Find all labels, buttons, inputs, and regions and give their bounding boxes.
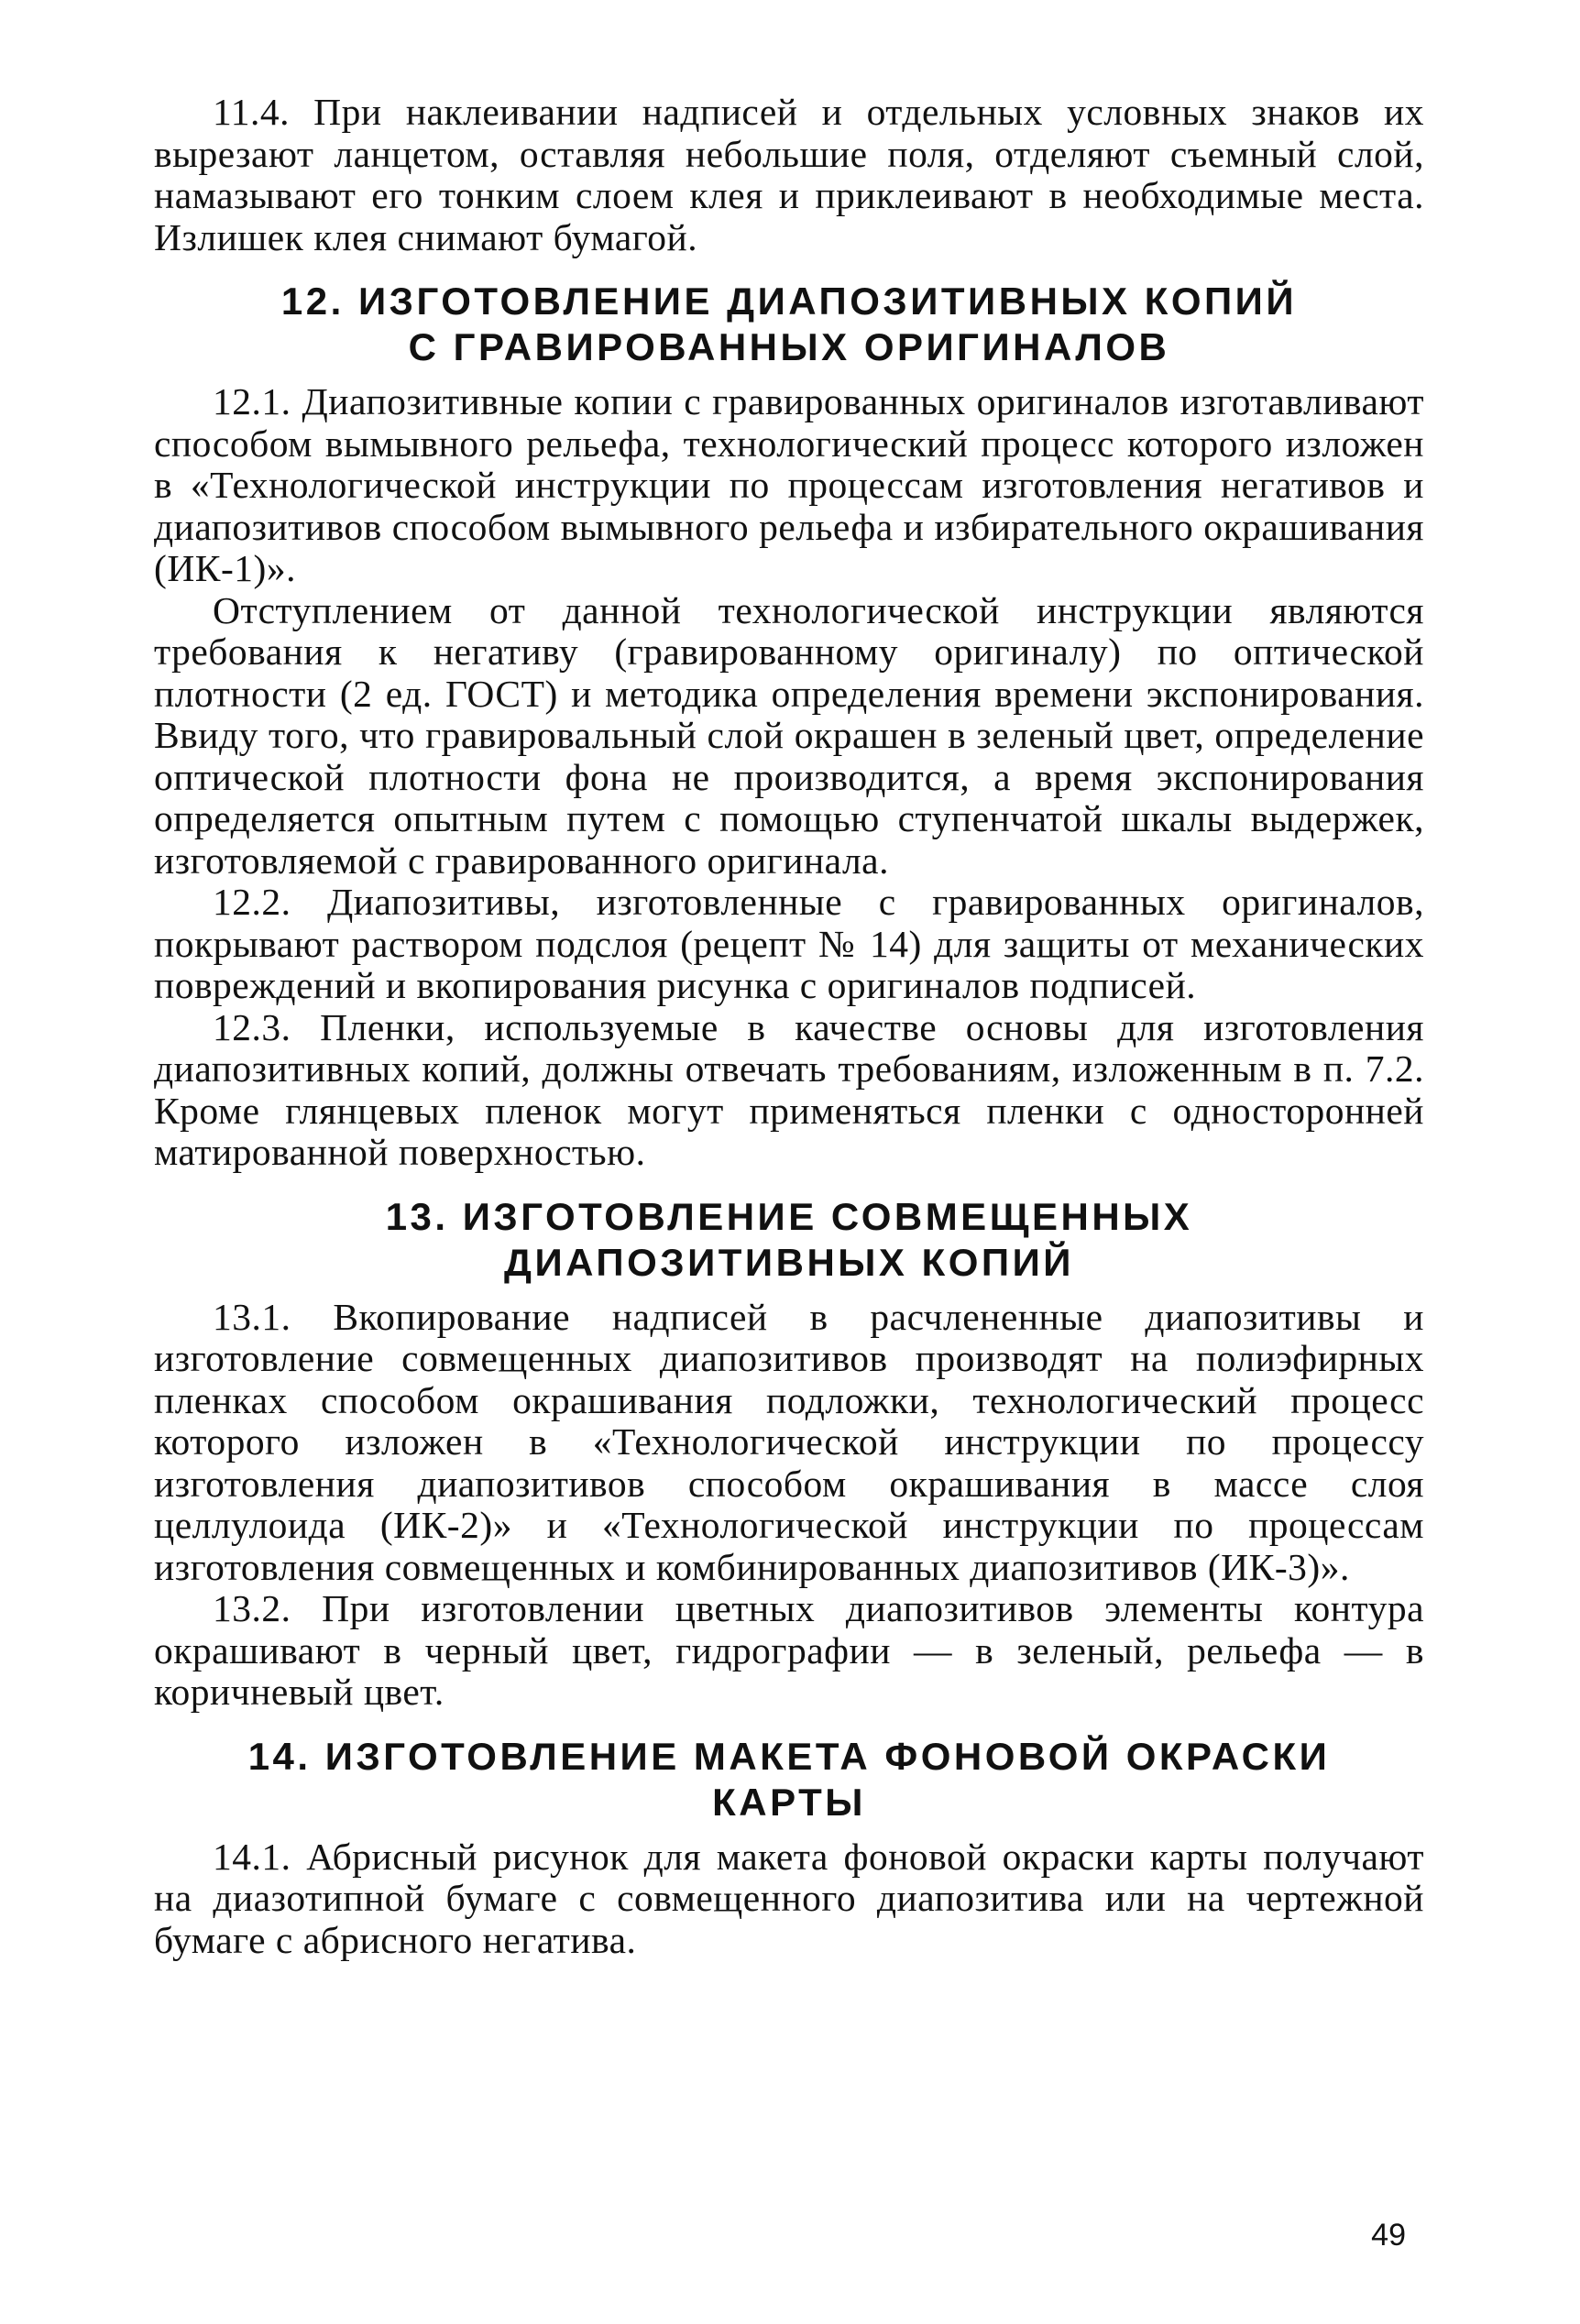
paragraph-11-4: 11.4. При наклеивании надписей и отдельных условных знаков их вырезают ланцетом, оставляя небольшие поля, отделяют съемный слой, намазывают его тонким слоем клея и приклеивают в необходимые места. Излишек клея снимают бумагой. (154, 91, 1424, 258)
paragraph-12-1-deviation: Отступлением от данной технологической инструкции являются требования к негативу (гравированному оригиналу) по оптической плотности (2 ед. ГОСТ) и методика определения времени экспонирования. Ввиду того, что гравировальный слой окрашен в зеленый цвет, определение оптической плотности фона не производится, а время экспонирования определяется опытным путем с помощью ступенчатой шкалы выдержек, изготовляемой с гравированного оригинала. (154, 588, 1424, 882)
section-12-heading-line2: С ГРАВИРОВАННЫХ ОРИГИНАЛОВ (408, 325, 1170, 368)
paragraph-13-1: 13.1. Вкопирование надписей в расчлененные диапозитивы и изготовление совмещенных диапозитивов производят на полиэфирных пленках способом окрашивания подложки, технологический процесс которого изложен в «Технологической инструкции по процессу изготовления диапозитивов способом окрашивания в массе слоя целлулоида (ИК-2)» и «Технологической инструкции по процессам изготовления совмещенных и комбинированных диапозитивов (ИК-3)». (154, 1295, 1424, 1588)
section-12-heading-line1: 12. ИЗГОТОВЛЕНИЕ ДИАПОЗИТИВНЫХ КОПИЙ (280, 280, 1298, 323)
section-13-heading-line1: 13. ИЗГОТОВЛЕНИЕ СОВМЕЩЕННЫХ (385, 1194, 1193, 1238)
section-14-heading-line2: КАРТЫ (712, 1780, 866, 1824)
section-13-heading (154, 1194, 1424, 1286)
section-13-heading-line2: ДИАПОЗИТИВНЫХ КОПИЙ (504, 1240, 1074, 1284)
page-number: 49 (1371, 2218, 1406, 2253)
paragraph-12-1: 12.1. Диапозитивные копии с гравированных оригиналов изготавливают способом вымывного рельефа, технологический процесс которого изложен в «Технологической инструкции по процессам изготовления негативов и диапозитивов способом вымывного рельефа и избирательного окрашивания (ИК-1)». (154, 380, 1424, 589)
section-14-heading-line1: 14. ИЗГОТОВЛЕНИЕ МАКЕТА ФОНОВОЙ ОКРАСКИ (247, 1734, 1331, 1778)
paragraph-14-1: 14.1. Абрисный рисунок для макета фоновой окраски карты получают на диазотипной бумаге с совмещенного диапозитива или на чертежной бумаге с абрисного негатива. (154, 1835, 1424, 1961)
section-12-heading (154, 279, 1424, 370)
paragraph-13-2: 13.2. При изготовлении цветных диапозитивов элементы контура окрашивают в черный цвет, гидрографии — в зеленый, рельефа — в коричневый цвет. (154, 1587, 1424, 1713)
section-14-heading (154, 1734, 1424, 1825)
paragraph-12-2: 12.2. Диапозитивы, изготовленные с гравированных оригиналов, покрывают раствором подслоя (рецепт № 14) для защиты от механических повреждений и вкопирования рисунка с оригиналов подписей. (154, 881, 1424, 1006)
paragraph-12-3: 12.3. Пленки, используемые в качестве основы для изготовления диапозитивных копий, должны отвечать требованиям, изложенным в п. 7.2. Кроме глянцевых пленок могут применяться пленки с односторонней матированной поверхностью. (154, 1005, 1424, 1173)
